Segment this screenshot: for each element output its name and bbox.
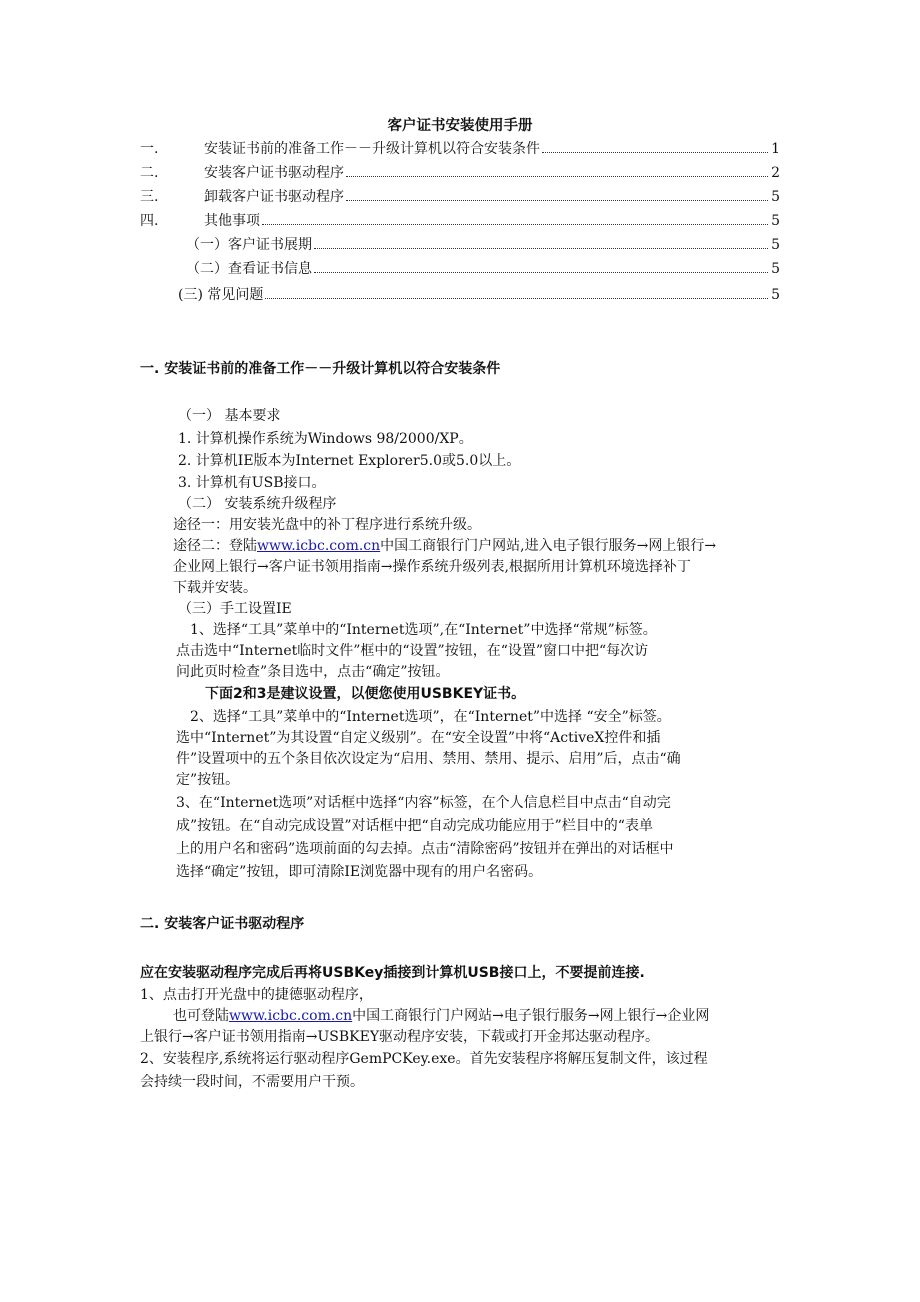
step3-line2: 成”按钮。在“自动完成设置”对话框中把“自动完成功能应用于”栏目中的“表单 [176,818,653,834]
requirement-3: 3. 计算机有USB接口。 [178,475,326,491]
way-2-prefix: 途径二：登陆 [173,538,257,554]
toc-leader-dots [346,164,768,177]
sub1-heading: （一） 基本要求 [178,408,281,424]
install-step2-line1: 2、安装程序,系统将运行驱动程序GemPCKey.exe。首先安装程序将解压复制文件，该过程 [140,1051,708,1067]
toc-title: 安装证书前的准备工作－－升级计算机以符合安装条件 [204,141,540,157]
toc-leader-dots [265,286,768,299]
toc-title: (三) 常见问题 [178,287,264,303]
step2-line4: 定”按钮。 [176,772,240,788]
way-1: 途径一：用安装光盘中的补丁程序进行系统升级。 [173,517,481,533]
toc-leader-dots [262,212,768,225]
toc-title: 卸载客户证书驱动程序 [204,189,344,205]
recommendation-note: 下面2和3是建议设置，以便您使用USBKEY证书。 [205,686,526,702]
sub2-heading: （二） 安装系统升级程序 [178,496,337,512]
toc-page-number: 5 [771,261,780,277]
toc-page-number: 1 [771,141,780,157]
step1-line3: 问此页时检查”条目选中，点击“确定”按钮。 [176,664,450,680]
step2-line2: 选中“Internet”为其设置“自定义级别”。在“安全设置”中将“ActiveX控件和插 [176,730,661,746]
toc-entry[interactable] [186,234,780,254]
toc-entry[interactable] [140,138,780,158]
install-step1-line2 [173,1005,709,1025]
document-title: 客户证书安装使用手册 [387,118,533,134]
section2-heading: 二. 安装客户证书驱动程序 [140,916,305,932]
step1-line1: 1、选择“工具”菜单中的“Internet选项”,在“Internet”中选择“常规”标签。 [190,622,657,638]
install-step1-suffix: 中国工商银行门户网站→电子银行服务→网上银行→企业网 [352,1008,710,1024]
toc-title: （一）客户证书展期 [186,237,312,253]
toc-page-number: 5 [771,237,780,253]
way-2-line2: 企业网上银行→客户证书领用指南→操作系统升级列表,根据所用计算机环境选择补丁 [173,559,691,575]
install-step1-line3: 上银行→客户证书领用指南→USBKEY驱动程序安装，下载或打开金邦达驱动程序。 [140,1029,660,1045]
step3-line4: 选择“确定”按钮，即可清除IE浏览器中现有的用户名密码。 [176,864,543,880]
requirement-1: 1. 计算机操作系统为Windows 98/2000/XP。 [178,431,473,447]
toc-page-number: 2 [771,165,780,181]
icbc-link[interactable]: www.icbc.com.cn [257,538,381,554]
toc-page-number: 5 [771,213,780,229]
section1-heading: 一. 安装证书前的准备工作－－升级计算机以符合安装条件 [140,361,501,377]
toc-title: 其他事项 [204,213,260,229]
install-step2-line2: 会持续一段时间，不需要用户干预。 [140,1074,364,1090]
toc-title: 安装客户证书驱动程序 [204,165,344,181]
toc-number: 四. [140,213,159,229]
install-step1: 1、点击打开光盘中的捷德驱动程序， [140,987,373,1003]
step3-line3: 上的用户名和密码”选项前面的勾去掉。点击“清除密码”按钮并在弹出的对话框中 [176,841,674,857]
toc-entry[interactable] [186,258,780,278]
toc-entry[interactable] [140,186,780,206]
connection-warning: 应在安装驱动程序完成后再将USBKey插接到计算机USB接口上，不要提前连接. [140,965,645,981]
install-step1-prefix: 也可登陆 [173,1008,229,1024]
toc-entry[interactable] [140,210,780,230]
toc-page-number: 5 [771,287,780,303]
sub3-heading: （三）手工设置IE [178,601,292,617]
toc-entry[interactable] [140,162,780,182]
way-2-suffix: 中国工商银行门户网站,进入电子银行服务→网上银行→ [380,538,717,554]
toc-leader-dots [542,140,768,153]
toc-number: 二. [140,165,159,181]
step3-line1: 3、在“Internet选项”对话框中选择“内容”标签，在个人信息栏目中点击“自动完 [176,795,671,811]
toc-number: 三. [140,189,159,205]
step2-line3: 件”设置项中的五个条目依次设定为“启用、禁用、禁用、提示、启用”后，点击“确 [176,751,681,767]
icbc-link-2[interactable]: www.icbc.com.cn [229,1008,353,1024]
toc-number: 一. [140,141,159,157]
toc-page-number: 5 [771,189,780,205]
way-2-line3: 下载并安装。 [173,580,257,596]
toc-leader-dots [314,236,768,249]
way-2-line1 [173,535,716,555]
step2-line1: 2、选择“工具”菜单中的“Internet选项”，在“Internet”中选择 “安全”标签。 [190,709,671,725]
step1-line2: 点击选中“Internet临时文件”框中的“设置”按钮，在“设置”窗口中把“每次访 [176,643,649,659]
toc-title: （二）查看证书信息 [186,261,312,277]
requirement-2: 2. 计算机IE版本为Internet Explorer5.0或5.0以上。 [178,453,521,469]
toc-leader-dots [346,188,768,201]
toc-leader-dots [314,260,768,273]
toc-entry[interactable] [178,284,780,304]
